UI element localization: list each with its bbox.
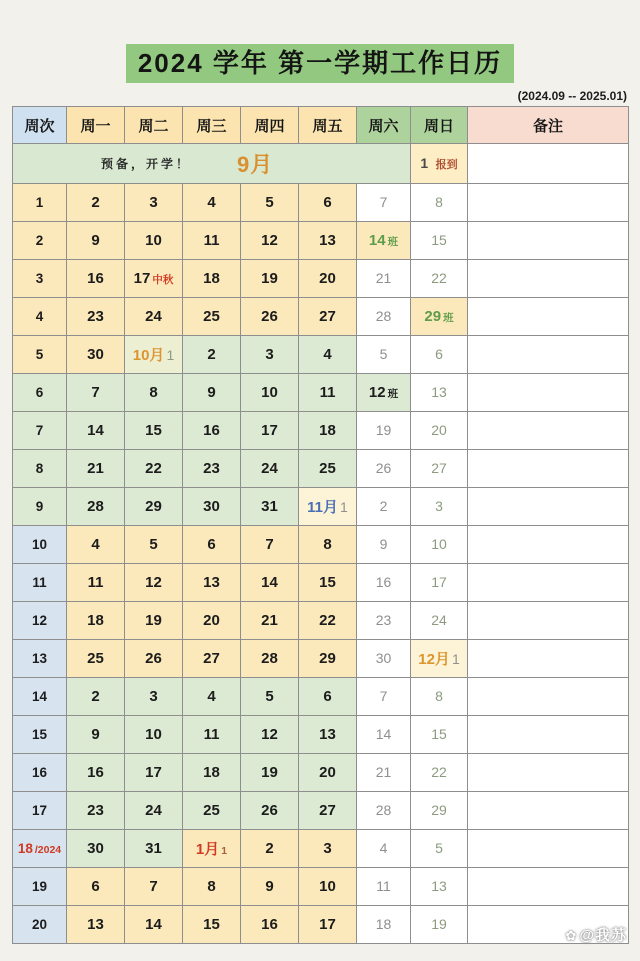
- remark-cell: [468, 298, 629, 336]
- header-thursday: 周四: [241, 107, 299, 144]
- header-wednesday: 周三: [183, 107, 241, 144]
- week-number-cell: 9: [13, 488, 67, 526]
- day-cell: 8: [125, 374, 183, 412]
- day-cell: 13: [183, 564, 241, 602]
- week-row: [13, 602, 629, 640]
- day-cell: 12: [125, 564, 183, 602]
- day-cell: 12 班: [357, 374, 411, 412]
- day-cell: 10: [125, 716, 183, 754]
- calendar-body: [13, 144, 629, 944]
- day-cell: 19: [411, 906, 468, 944]
- day-cell: 7: [357, 184, 411, 222]
- day-cell: 9: [67, 222, 125, 260]
- remark-cell: [468, 260, 629, 298]
- day-cell: 28: [241, 640, 299, 678]
- day-cell: 1月 1: [183, 830, 241, 868]
- day-cell: 7: [357, 678, 411, 716]
- day-cell: 14: [241, 564, 299, 602]
- day-cell: 26: [357, 450, 411, 488]
- day-cell: 6: [183, 526, 241, 564]
- day-cell: 16: [67, 260, 125, 298]
- day-cell: 23: [67, 298, 125, 336]
- week-number-cell: 14: [13, 678, 67, 716]
- day-cell: 5: [241, 184, 299, 222]
- week-row: [13, 868, 629, 906]
- day-cell: 3: [241, 336, 299, 374]
- day-cell: 6: [67, 868, 125, 906]
- day-cell: 18: [183, 260, 241, 298]
- day-cell: 25: [67, 640, 125, 678]
- week-row: [13, 906, 629, 944]
- week-row: [13, 716, 629, 754]
- week-number-cell: 13: [13, 640, 67, 678]
- day-cell: 9: [183, 374, 241, 412]
- day-cell: 31: [125, 830, 183, 868]
- day-cell: 15: [411, 716, 468, 754]
- week-row: [13, 488, 629, 526]
- day-cell: 30: [67, 830, 125, 868]
- day-cell: 2: [67, 678, 125, 716]
- day-cell: 8: [411, 678, 468, 716]
- page-title: 2024 学年 第一学期工作日历: [126, 44, 514, 83]
- day-cell: 8: [183, 868, 241, 906]
- day-cell: 22: [299, 602, 357, 640]
- day-cell: 16: [183, 412, 241, 450]
- day-cell: 11: [357, 868, 411, 906]
- day-cell: 26: [241, 298, 299, 336]
- week-number-cell: 8: [13, 450, 67, 488]
- day-cell: 31: [241, 488, 299, 526]
- day-cell: 15: [125, 412, 183, 450]
- week-number-cell: 20: [13, 906, 67, 944]
- day-cell: 5: [125, 526, 183, 564]
- day-cell: 17 中秋: [125, 260, 183, 298]
- remark-cell: [468, 488, 629, 526]
- week-number-cell: 11: [13, 564, 67, 602]
- week-number-cell: 6: [13, 374, 67, 412]
- day-cell: 11月 1: [299, 488, 357, 526]
- september-banner-cell: [13, 144, 411, 184]
- day-cell: 9: [241, 868, 299, 906]
- day-cell: 29: [411, 792, 468, 830]
- day-cell: 11: [183, 716, 241, 754]
- day-cell: 18: [67, 602, 125, 640]
- week-row: [13, 298, 629, 336]
- watermark-text: @我苏: [579, 927, 627, 944]
- day-cell: 4: [357, 830, 411, 868]
- day-cell: 13: [411, 868, 468, 906]
- day-cell: 2: [357, 488, 411, 526]
- day-cell: 30: [67, 336, 125, 374]
- calendar-table: [12, 106, 629, 944]
- day-cell: 21: [241, 602, 299, 640]
- day-cell: 13: [411, 374, 468, 412]
- week-number-cell: 3: [13, 260, 67, 298]
- day-cell: 24: [125, 792, 183, 830]
- week-number-cell: 19: [13, 868, 67, 906]
- day-cell: 10: [125, 222, 183, 260]
- day-cell: 18: [299, 412, 357, 450]
- day-cell: 16: [357, 564, 411, 602]
- day-cell: 17: [411, 564, 468, 602]
- day-cell: 23: [357, 602, 411, 640]
- remark-cell: [468, 222, 629, 260]
- day-cell: 3: [411, 488, 468, 526]
- day-cell: 3: [299, 830, 357, 868]
- week-row: [13, 336, 629, 374]
- day-cell: 28: [67, 488, 125, 526]
- day-cell: 20: [299, 754, 357, 792]
- day-cell: 24: [125, 298, 183, 336]
- week-row: [13, 260, 629, 298]
- day-cell: 21: [357, 754, 411, 792]
- day-cell: 13: [299, 222, 357, 260]
- header-friday: 周五: [299, 107, 357, 144]
- day-cell: 22: [411, 754, 468, 792]
- day-cell: 23: [183, 450, 241, 488]
- remark-cell: [468, 144, 629, 184]
- day-cell: 5: [241, 678, 299, 716]
- week-row: [13, 830, 629, 868]
- day-cell: 27: [299, 792, 357, 830]
- week-row: [13, 754, 629, 792]
- day-cell: 29: [125, 488, 183, 526]
- header-remarks: 备注: [468, 107, 629, 144]
- week-number-cell: 2: [13, 222, 67, 260]
- day-cell: 14 班: [357, 222, 411, 260]
- remark-cell: [468, 526, 629, 564]
- day-cell: 20: [411, 412, 468, 450]
- day-cell: 24: [411, 602, 468, 640]
- header-sunday: 周日: [411, 107, 468, 144]
- day-cell: 2: [183, 336, 241, 374]
- remark-cell: [468, 602, 629, 640]
- day-cell: 25: [183, 298, 241, 336]
- week-number-cell: 15: [13, 716, 67, 754]
- day-cell: 3: [125, 184, 183, 222]
- day-cell: 15: [183, 906, 241, 944]
- week-number-cell: 12: [13, 602, 67, 640]
- day-cell: 10: [241, 374, 299, 412]
- day-cell: 30: [183, 488, 241, 526]
- remark-cell: [468, 374, 629, 412]
- week-number-cell: 5: [13, 336, 67, 374]
- day-cell: 9: [67, 716, 125, 754]
- day-cell: 12月 1: [411, 640, 468, 678]
- september-first-cell: [411, 144, 468, 184]
- week-row: [13, 678, 629, 716]
- week-number-cell: 4: [13, 298, 67, 336]
- september-banner-row: [13, 144, 629, 184]
- day-cell: 10: [411, 526, 468, 564]
- day-cell: 8: [411, 184, 468, 222]
- day-cell: 17: [299, 906, 357, 944]
- registration-label: 报到: [435, 158, 458, 171]
- day-cell: 17: [125, 754, 183, 792]
- day-cell: 29 班: [411, 298, 468, 336]
- week-row: [13, 374, 629, 412]
- watermark: [565, 924, 627, 945]
- week-row: [13, 526, 629, 564]
- day-cell: 6: [411, 336, 468, 374]
- day-cell: 30: [357, 640, 411, 678]
- day-cell: 15: [411, 222, 468, 260]
- remark-cell: [468, 716, 629, 754]
- day-cell: 27: [411, 450, 468, 488]
- paw-logo-icon: ✿: [565, 928, 578, 943]
- remark-cell: [468, 640, 629, 678]
- day-cell: 21: [357, 260, 411, 298]
- day-cell: 4: [183, 184, 241, 222]
- september-month-label: 9月: [237, 152, 274, 178]
- day-cell: 19: [241, 754, 299, 792]
- day-cell: 17: [241, 412, 299, 450]
- day-cell: 2: [67, 184, 125, 222]
- day-cell: 11: [67, 564, 125, 602]
- week-number-cell: 10: [13, 526, 67, 564]
- header-week-number: 周次: [13, 107, 67, 144]
- day-cell: 6: [299, 678, 357, 716]
- week-number-cell: 1: [13, 184, 67, 222]
- day-cell: 2: [241, 830, 299, 868]
- remark-cell: [468, 450, 629, 488]
- day-cell: 12: [241, 716, 299, 754]
- header-tuesday: 周二: [125, 107, 183, 144]
- week-row: [13, 222, 629, 260]
- day-cell: 9: [357, 526, 411, 564]
- day-cell: 7: [125, 868, 183, 906]
- day-cell: 26: [125, 640, 183, 678]
- day-cell: 10: [299, 868, 357, 906]
- day-cell: 25: [183, 792, 241, 830]
- day-cell: 3: [125, 678, 183, 716]
- week-number-cell: 7: [13, 412, 67, 450]
- day-cell: 21: [67, 450, 125, 488]
- day-cell: 16: [67, 754, 125, 792]
- day-cell: 29: [299, 640, 357, 678]
- day-cell: 10月 1: [125, 336, 183, 374]
- week-row: [13, 412, 629, 450]
- week-row: [13, 564, 629, 602]
- day-cell: 15: [299, 564, 357, 602]
- day-cell: 7: [241, 526, 299, 564]
- day-cell: 23: [67, 792, 125, 830]
- day-cell: 28: [357, 792, 411, 830]
- day-cell: 5: [357, 336, 411, 374]
- week-row: [13, 792, 629, 830]
- day-cell: 25: [299, 450, 357, 488]
- day-cell: 14: [125, 906, 183, 944]
- header-monday: 周一: [67, 107, 125, 144]
- remark-cell: [468, 184, 629, 222]
- day-cell: 16: [241, 906, 299, 944]
- remark-cell: [468, 792, 629, 830]
- remark-cell: [468, 412, 629, 450]
- date-range-subtitle: (2024.09 -- 2025.01): [517, 89, 627, 104]
- day-cell: 24: [241, 450, 299, 488]
- day-cell: 20: [299, 260, 357, 298]
- remark-cell: [468, 868, 629, 906]
- week-number-cell: 16: [13, 754, 67, 792]
- day-cell: 5: [411, 830, 468, 868]
- day-cell: 13: [299, 716, 357, 754]
- day-cell: 22: [411, 260, 468, 298]
- week-row: [13, 184, 629, 222]
- day-cell: 27: [299, 298, 357, 336]
- week-number-cell: 18 /2024: [13, 830, 67, 868]
- day-cell: 20: [183, 602, 241, 640]
- day-cell: 19: [357, 412, 411, 450]
- remark-cell: [468, 754, 629, 792]
- day-cell: 26: [241, 792, 299, 830]
- day-cell: 14: [357, 716, 411, 754]
- day-cell: 7: [67, 374, 125, 412]
- remark-cell: [468, 830, 629, 868]
- day-cell: 11: [299, 374, 357, 412]
- day-cell: 18: [183, 754, 241, 792]
- remark-cell: [468, 678, 629, 716]
- day-cell: 4: [67, 526, 125, 564]
- remark-cell: [468, 564, 629, 602]
- school-opening-note: 预备，开学！: [101, 157, 192, 172]
- day-cell: 4: [299, 336, 357, 374]
- day-cell: 8: [299, 526, 357, 564]
- day-cell: 19: [241, 260, 299, 298]
- week-row: [13, 640, 629, 678]
- remark-cell: [468, 336, 629, 374]
- day-cell: 19: [125, 602, 183, 640]
- day-cell: 6: [299, 184, 357, 222]
- header-saturday: 周六: [357, 107, 411, 144]
- title-row: [0, 0, 640, 83]
- day-cell: 12: [241, 222, 299, 260]
- day-cell: 28: [357, 298, 411, 336]
- day-cell: 22: [125, 450, 183, 488]
- day-cell: 18: [357, 906, 411, 944]
- day-cell: 13: [67, 906, 125, 944]
- september-first-day: 1: [420, 154, 429, 171]
- header-row: [13, 107, 629, 144]
- day-cell: 4: [183, 678, 241, 716]
- week-row: [13, 450, 629, 488]
- day-cell: 14: [67, 412, 125, 450]
- day-cell: 27: [183, 640, 241, 678]
- week-number-cell: 17: [13, 792, 67, 830]
- day-cell: 11: [183, 222, 241, 260]
